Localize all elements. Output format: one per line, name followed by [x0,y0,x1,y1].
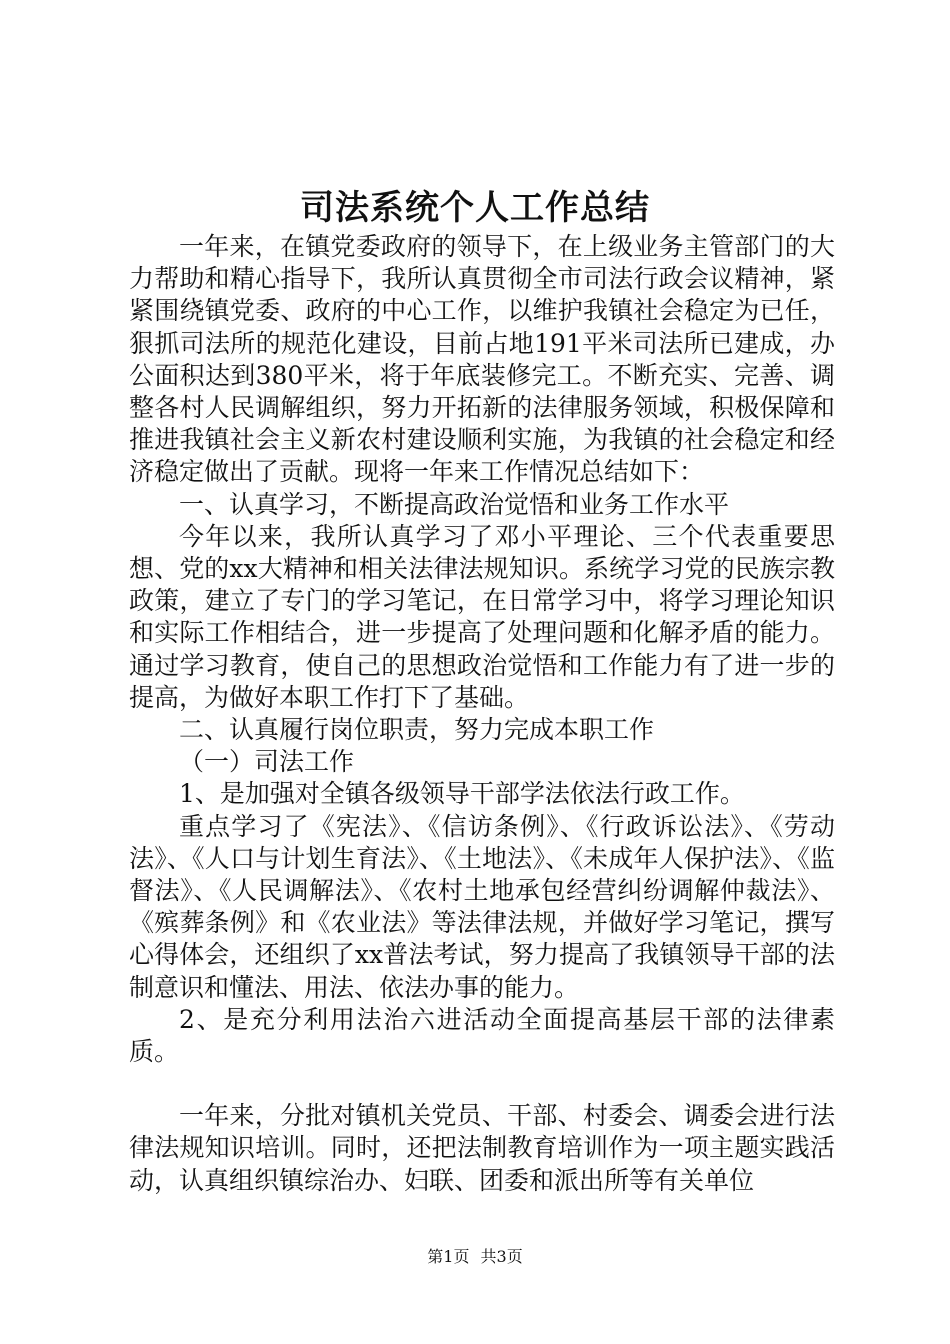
subsection-heading: （一）司法工作 [179,747,355,777]
paragraph-laws: 重点学习了《宪法》、《信访条例》、《行政诉讼法》、《劳动法》、《人口与计划生育法》、《土地法》、《未成年人保护法》、《监督法》、《人民调解法》、《农村土地承包经营纠纷调解仲裁法》、《殡葬条例》和《农业法》等法律法规，并做好学习笔记，撰写心得体会，还组织了xx普法考试，努力提高了我镇领导干部的法制意识和懂法、用法、依法办事的能力。 [129,811,835,1002]
page-footer [0,1245,950,1269]
paragraph-training: 一年来，分批对镇机关党员、干部、村委会、调委会进行法律法规知识培训。同时，还把法制教育培训作为一项主题实践活动，认真组织镇综治办、妇联、团委和派出所等有关单位 [129,1101,835,1195]
page-number: 第1页 [427,1247,470,1266]
document-body [129,231,835,1197]
section-heading-1: 一、认真学习，不断提高政治觉悟和业务工作水平 [179,489,730,519]
page-total: 共3页 [480,1247,523,1266]
paragraph-study: 今年以来，我所认真学习了邓小平理论、三个代表重要思想、党的xx大精神和相关法律法规知识。系统学习党的民族宗教政策，建立了专门的学习笔记，在日常学习中，将学习理论知识和实际工作相结合，进一步提高了处理问题和化解矛盾的能力。通过学习教育，使自己的思想政治觉悟和工作能力有了进一步的提高，为做好本职工作打下了基础。 [129,521,835,712]
document-title: 司法系统个人工作总结 [300,188,650,228]
list-item-2: 2、是充分利用法治六进活动全面提高基层干部的法律素质。 [129,1004,835,1067]
paragraph-intro: 一年来，在镇党委政府的领导下，在上级业务主管部门的大力帮助和精心指导下，我所认真贯彻全市司法行政会议精神，紧紧围绕镇党委、政府的中心工作，以维护我镇社会稳定为已任，狠抓司法所的规范化建设，目前占地191平米司法所已建成，办公面积达到380平米，将于年底装修完工。不断充实、完善、调整各村人民调解组织，努力开拓新的法律服务领域，积极保障和推进我镇社会主义新农村建设顺利实施，为我镇的社会稳定和经济稳定做出了贡献。现将一年来工作情况总结如下： [129,232,835,487]
section-heading-2: 二、认真履行岗位职责，努力完成本职工作 [179,715,655,745]
list-item-1: 1、是加强对全镇各级领导干部学法依法行政工作。 [179,779,745,809]
